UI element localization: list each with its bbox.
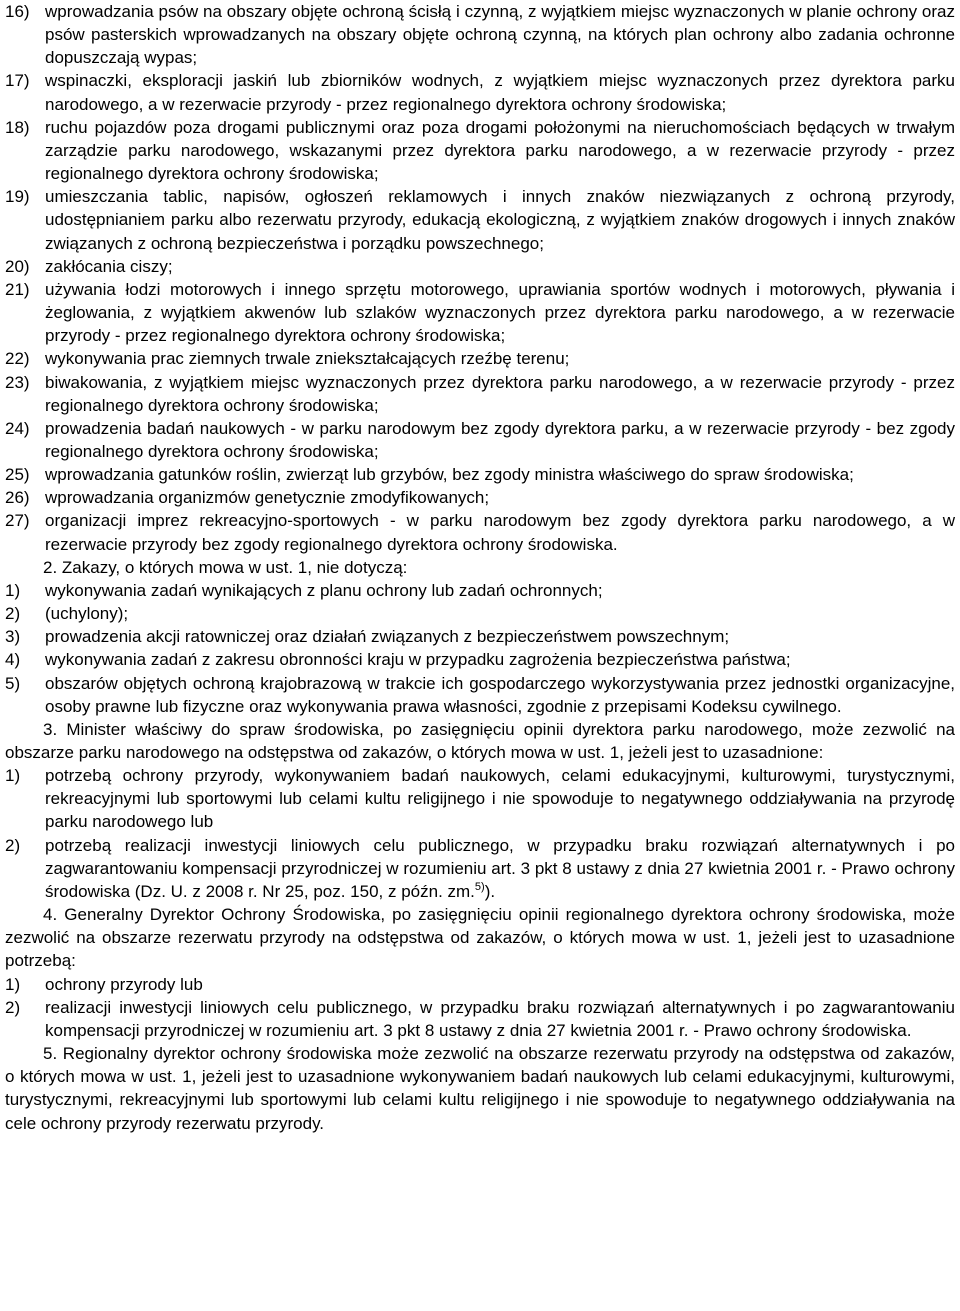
item-text bbox=[45, 278, 955, 347]
justification-list-minister bbox=[5, 764, 955, 903]
item-text bbox=[45, 625, 955, 648]
item-number: 3) bbox=[5, 627, 21, 647]
item-number: 25) bbox=[5, 465, 30, 485]
item-number: 26) bbox=[5, 488, 30, 508]
paragraph-5: 5. Regionalny dyrektor ochrony środowiska może zezwolić na obszarze rezerwatu przyrody na odstępstwa od zakazów, o których mowa w ust. 1, jeżeli jest to uzasadnione wykonywaniem badań naukowych lub celami edukacyjnymi, kulturowymi, turystycznymi, rekreacyjnymi lub sportowymi lub celami kultu religijnego i nie spowoduje to negatywnego oddziaływania na cele ochrony przyrody rezerwatu przyrody. bbox=[5, 1044, 955, 1133]
item-text bbox=[45, 509, 955, 555]
item-text bbox=[45, 602, 955, 625]
item-text-body: obszarów objętych ochroną krajobrazową w trakcie ich gospodarczego wykorzystywania przez jednostki organizacyjne, osoby prawne lub fizyczne oraz wykonywania prawa własności, zgodnie z przepisami Kodeksu cywilnego. bbox=[45, 673, 955, 716]
item-number: 1) bbox=[5, 974, 21, 994]
list-item bbox=[5, 602, 955, 625]
item-number: 16) bbox=[5, 2, 30, 21]
item-text-body: (uchylony); bbox=[45, 604, 129, 624]
item-text-body: wspinaczki, eksploracji jaskiń lub zbiorników wodnych, z wyjątkiem miejsc wyznaczonych przez dyrektora parku narodowego, a w rezerwacie przyrody - przez regionalnego dyrektora ochrony środowiska; bbox=[45, 71, 955, 114]
item-text-body: umieszczania tablic, napisów, ogłoszeń reklamowych i innych znaków niezwiązanych z ochroną przyrody, udostępnianiem parku albo rezerwatu przyrody, edukacją ekologiczną, z wyjątkiem znaków drogowych i innych znaków związanych z ochroną bezpieczeństwa i porządku powszechnego; bbox=[45, 187, 955, 253]
item-number: 2) bbox=[5, 604, 21, 624]
prohibition-list bbox=[5, 69, 955, 555]
item-text-body: organizacji imprez rekreacyjno-sportowych - w parku narodowym bez zgody dyrektora parku narodowego, a w rezerwacie przyrody bez zgody regionalnego dyrektora ochrony środowiska. bbox=[45, 511, 955, 554]
exemption-list bbox=[5, 579, 955, 718]
item-number: 23) bbox=[5, 372, 30, 392]
list-item bbox=[5, 672, 955, 718]
list-item bbox=[5, 417, 955, 463]
list-item bbox=[5, 347, 955, 370]
item-text-body: wprowadzania organizmów genetycznie zmodyfikowanych; bbox=[45, 488, 490, 508]
paragraph-4: 4. Generalny Dyrektor Ochrony Środowiska, po zasięgnięciu opinii regionalnego dyrektora ochrony środowiska, może zezwolić na obszarze rezerwatu przyrody na odstępstwa od zakazów, o których mowa w ust. 1, jeżeli jest to uzasadnione potrzebą: bbox=[5, 905, 955, 971]
list-item bbox=[5, 255, 955, 278]
list-item bbox=[5, 116, 955, 185]
item-text bbox=[45, 486, 955, 509]
item-number: 24) bbox=[5, 418, 30, 438]
item-text bbox=[45, 255, 955, 278]
item-number: 22) bbox=[5, 349, 30, 369]
item-text bbox=[45, 463, 955, 486]
list-item bbox=[5, 973, 955, 996]
item-number: 2) bbox=[5, 997, 21, 1017]
item-text bbox=[45, 648, 955, 671]
item-text bbox=[45, 347, 955, 370]
item-number: 21) bbox=[5, 279, 30, 299]
item-number: 1) bbox=[5, 766, 21, 786]
list-item bbox=[5, 764, 955, 833]
item-text-body: realizacji inwestycji liniowych celu publicznego, w przypadku braku rozwiązań alternatywnych i po zagwarantowaniu kompensacji przyrodniczej w rozumieniu art. 3 pkt 8 ustawy z dnia 27 kwietnia 2001 r. - Prawo ochrony środowiska. bbox=[45, 997, 955, 1040]
item-text-body: wykonywania zadań z zakresu obronności kraju w przypadku zagrożenia bezpieczeństwa państwa; bbox=[45, 650, 791, 670]
item-text-body: ochrony przyrody lub bbox=[45, 974, 203, 994]
item-text bbox=[45, 834, 955, 903]
list-item bbox=[5, 185, 955, 254]
item-text bbox=[45, 672, 955, 718]
item-text bbox=[45, 371, 955, 417]
item-text-body: prowadzenia badań naukowych - w parku narodowym bez zgody dyrektora parku, a w rezerwacie przyrody - bez zgody regionalnego dyrektora ochrony środowiska; bbox=[45, 418, 955, 461]
list-item bbox=[5, 834, 955, 903]
item-number: 2) bbox=[5, 835, 21, 855]
item-text: wprowadzania psów na obszary objęte ochroną ścisłą i czynną, z wyjątkiem miejsc wyznaczonych w planie ochrony oraz psów pasterskich wprowadzanych na obszary objęte ochroną czynną, na których plan ochrony albo zadania ochronne dopuszczają wypas; bbox=[45, 2, 955, 68]
list-item bbox=[5, 69, 955, 115]
item-number: 1) bbox=[5, 580, 21, 600]
paragraph-2: 2. Zakazy, o których mowa w ust. 1, nie dotyczą: bbox=[43, 557, 408, 577]
footnote-reference: 5) bbox=[474, 880, 485, 893]
list-item bbox=[5, 509, 955, 555]
item-text bbox=[45, 996, 955, 1042]
item-text-body: wykonywania prac ziemnych trwale zniekształcających rzeźbę terenu; bbox=[45, 349, 570, 369]
item-text-body: ruchu pojazdów poza drogami publicznymi oraz poza drogami położonymi na nieruchomościach będących w trwałym zarządzie parku narodowego, wskazanymi przez dyrektora parku narodowego, a w rezerwacie przyrody - przez regionalnego dyrektora ochrony środowiska; bbox=[45, 117, 955, 184]
item-text bbox=[45, 69, 955, 115]
item-text-body: zakłócania ciszy; bbox=[45, 256, 173, 276]
item-text bbox=[45, 764, 955, 833]
list-item bbox=[5, 486, 955, 509]
item-text-body: używania łodzi motorowych i innego sprzętu motorowego, uprawiania sportów wodnych i motorowych, pływania i żeglowania, z wyjątkiem akwenów lub szlaków wyznaczonych przez dyrektora parku narodowego, a w rezerwacie przyrody - przez regionalnego dyrektora ochrony środowiska; bbox=[45, 279, 955, 346]
item-text-body: potrzebą ochrony przyrody, wykonywaniem badań naukowych, celami edukacyjnymi, kulturowymi, turystycznymi, rekreacyjnymi lub sportowymi lub celami kultu religijnego i nie spowoduje to negatywnego oddziaływania na przyrodę parku narodowego lub bbox=[45, 766, 955, 832]
item-text-body: prowadzenia akcji ratowniczej oraz działań związanych z bezpieczeństwem powszechnym; bbox=[45, 627, 730, 647]
list-item bbox=[5, 0, 955, 69]
item-number: 19) bbox=[5, 187, 30, 207]
item-number: 20) bbox=[5, 256, 30, 276]
paragraph-3: 3. Minister właściwy do spraw środowiska, po zasięgnięciu opinii dyrektora parku narodowego, może zezwolić na obszarze parku narodowego na odstępstwa od zakazów, o których mowa w ust. 1, jeżeli jest to uzasadnione: bbox=[5, 719, 955, 762]
item-number: 5) bbox=[5, 673, 21, 693]
item-text bbox=[45, 417, 955, 463]
item-text bbox=[45, 116, 955, 185]
item-number: 4) bbox=[5, 650, 21, 670]
list-item bbox=[5, 996, 955, 1042]
list-item bbox=[5, 278, 955, 347]
item-number: 17) bbox=[5, 71, 30, 91]
item-text bbox=[45, 579, 955, 602]
list-item bbox=[5, 371, 955, 417]
item-text-tail: ). bbox=[484, 881, 496, 901]
item-text bbox=[45, 185, 955, 254]
list-item bbox=[5, 648, 955, 671]
justification-list-gdos bbox=[5, 973, 955, 1042]
list-item bbox=[5, 579, 955, 602]
list-item bbox=[5, 463, 955, 486]
item-text-body: biwakowania, z wyjątkiem miejsc wyznaczonych przez dyrektora parku narodowego, a w rezerwacie przyrody - przez regionalnego dyrektora ochrony środowiska; bbox=[45, 372, 955, 415]
item-text-body: wykonywania zadań wynikających z planu ochrony lub zadań ochronnych; bbox=[45, 580, 603, 600]
item-text bbox=[45, 973, 955, 996]
item-text-body: potrzebą realizacji inwestycji liniowych celu publicznego, w przypadku braku rozwiązań alternatywnych i po zagwarantowaniu kompensacji przyrodniczej w rozumieniu art. 3 pkt 8 ustawy z dnia 27 kwietnia 2001 r. - Prawo ochrony środowiska (Dz. U. z 2008 r. Nr 25, poz. 150, z późn. zm. bbox=[45, 835, 955, 901]
item-number: 18) bbox=[5, 117, 30, 137]
item-text-body: wprowadzania gatunków roślin, zwierząt lub grzybów, bez zgody ministra właściwego do spraw środowiska; bbox=[45, 465, 854, 485]
list-item bbox=[5, 625, 955, 648]
item-number: 27) bbox=[5, 511, 30, 531]
